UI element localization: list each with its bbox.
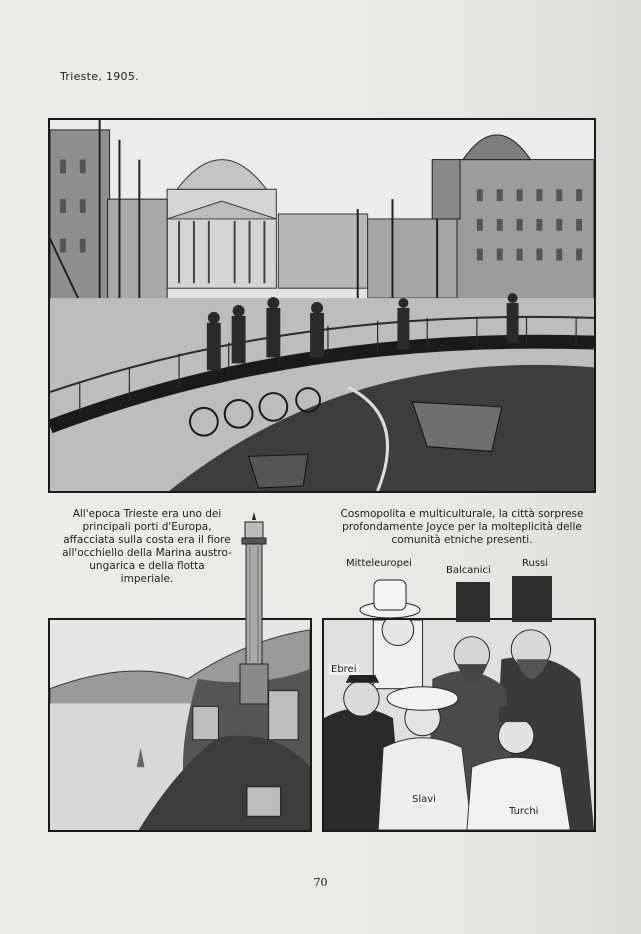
lighthouse-caption: All'epoca Trieste era uno dei principali porti d'Europa, affacciata sulla costa era il fiore all'occhiello della Marina austro-ungarica e della flotta imperiale.	[62, 508, 232, 585]
page-number: 70	[313, 876, 328, 889]
lighthouse-column-drawing	[234, 512, 274, 712]
label-mitteleuropei: Mitteleuropei	[346, 558, 412, 569]
canal-illustration	[50, 120, 594, 491]
priest-hats	[448, 576, 568, 622]
hat-overlay	[358, 572, 422, 622]
location-caption: Trieste, 1905.	[60, 70, 139, 83]
label-balcanici: Balcanici	[446, 565, 491, 576]
hat-drawing	[358, 572, 422, 622]
priest-hats-drawing	[448, 576, 568, 622]
label-ebrei: Ebrei	[331, 664, 357, 675]
label-russi: Russi	[522, 558, 549, 569]
people-panel	[322, 618, 596, 832]
label-slavi: Slavi	[412, 794, 436, 805]
people-caption: Cosmopolita e multiculturale, la città sorprese profondamente Joyce per la molteplicità delle comunità etniche presenti.	[340, 508, 584, 546]
label-turchi: Turchi	[509, 806, 539, 817]
people-illustration	[324, 620, 594, 830]
lighthouse-column	[234, 512, 274, 712]
canal-panel	[48, 118, 596, 493]
